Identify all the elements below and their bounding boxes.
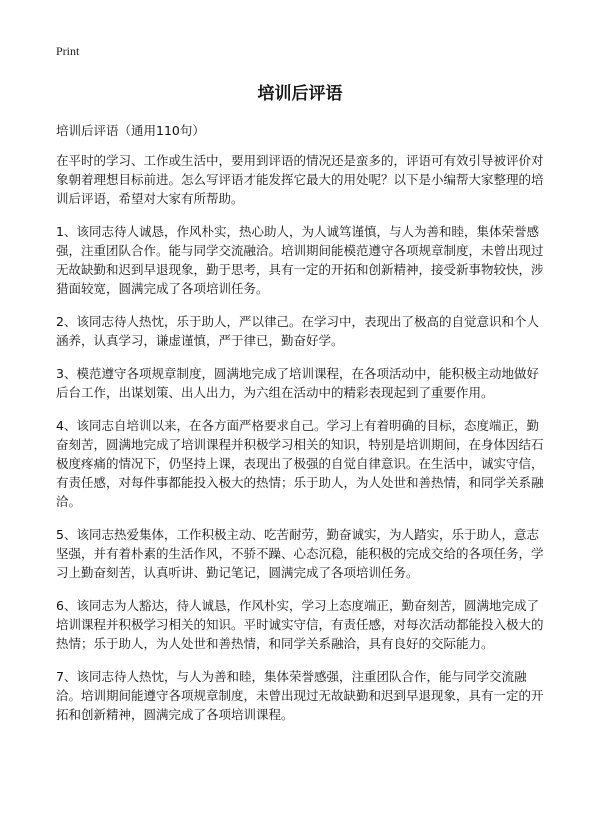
comment-paragraph-7: 7、该同志待人热忱，与人为善和睦，集体荣誉感强，注重团队合作，能与同学交流融洽。培训期间能遵守各项规章制度，未曾出现过无故缺勤和迟到早退现象，具有一定的开拓和创新精神，圆满完成了各项培训课程。	[56, 669, 544, 722]
page-title: 培训后评语	[257, 84, 343, 104]
comment-paragraph-3: 3、模范遵守各项规章制度，圆满地完成了培训课程，在各项活动中，能积极主动地做好后台工作，出谋划策、出人出力，为六组在活动中的精彩表现起到了重要作用。	[56, 366, 539, 400]
comment-paragraph-6: 6、该同志为人豁达，待人诚恳，作风朴实，学习上态度端正，勤奋刻苦，圆满地完成了培训课程并积极学习相关的知识。平时诚实守信，有责任感，对每次活动都能投入极大的热情；乐于助人，为人处世和善热情，和同学关系融洽，具有良好的交际能力。	[56, 598, 544, 651]
print-label[interactable]: Print	[56, 44, 80, 58]
comment-paragraph-1: 1、该同志待人诚恳，作风朴实，热心助人，为人诚笃谨慎，与人为善和睦，集体荣誉感强，注重团队合作。能与同学交流融洽。培训期间能模范遵守各项规章制度，未曾出现过无故缺勤和迟到早退现象，勤于思考，具有一定的开拓和创新精神，接受新事物较快，涉猎面较宽，圆满完成了各项培训任务。	[56, 224, 544, 296]
document-subtitle: 培训后评语（通用110句）	[56, 123, 205, 138]
comment-paragraph-2: 2、该同志待人热忱，乐于助人，严以律己。在学习中，表现出了极高的自觉意识和个人涵养，认真学习，谦虚谨慎，严于律已，勤奋好学。	[56, 314, 539, 348]
intro-paragraph: 在平时的学习、工作或生活中，要用到评语的情况还是蛮多的，评语可有效引导被评价对象朝着理想目标前进。怎么写评语才能发挥它最大的用处呢？以下是小编帮大家整理的培训后评语，希望对大家有所帮助。	[56, 153, 544, 206]
comment-paragraph-4: 4、该同志自培训以来，在各方面严格要求自己。学习上有着明确的目标，态度端正，勤奋刻苦，圆满地完成了培训课程并积极学习相关的知识，特别是培训期间，在身体因结石极度疼痛的情况下，仍坚持上课，表现出了极强的自觉自律意识。在生活中，诚实守信，有责任感，对每件事都能投入极大的热情；乐于助人，为人处世和善热情，和同学关系融洽。	[56, 418, 544, 509]
comment-paragraph-5: 5、该同志热爱集体，工作积极主动、吃苦耐劳，勤奋诚实，为人踏实，乐于助人，意志坚强，并有着朴素的生活作风，不骄不躁、心态沉稳，能积极的完成交给的各项任务，学习上勤奋刻苦，认真听讲、勤记笔记，圆满完成了各项培训任务。	[56, 527, 544, 580]
document-body	[56, 121, 548, 738]
